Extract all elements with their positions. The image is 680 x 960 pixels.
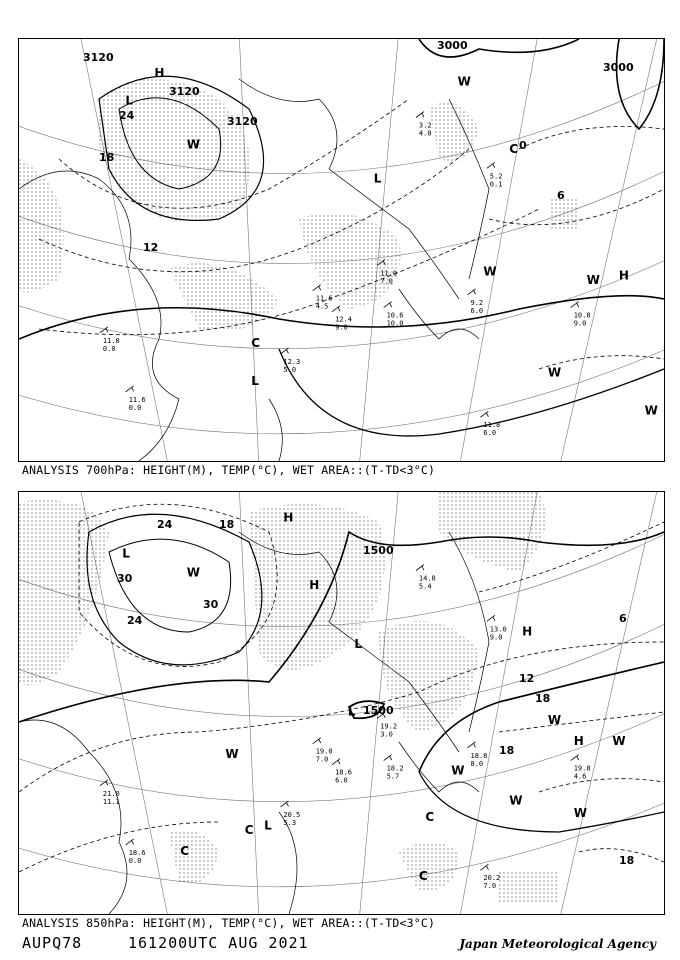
isotherm-label: 24 <box>119 109 135 122</box>
height-label: 1500 <box>363 704 394 717</box>
station-temperature: 19.8 <box>573 764 591 773</box>
station-plot <box>571 302 591 328</box>
low-pressure-marker: L <box>354 637 363 652</box>
warm-center-marker: W <box>644 403 658 418</box>
cold-center-marker: C <box>251 336 261 351</box>
wind-barb <box>571 755 579 761</box>
station-temperature: 11.0 <box>102 336 120 345</box>
cold-center-marker: C <box>509 141 519 156</box>
station-temperature: 18.6 <box>128 848 146 857</box>
station-dewpoint-depression: 6.0 <box>470 306 484 315</box>
station-temperature: 13.0 <box>489 625 507 634</box>
isotherm-label: 30 <box>117 572 133 585</box>
station-temperature: 11.8 <box>483 421 501 430</box>
station-plot <box>487 162 503 188</box>
station-dewpoint-depression: 7.0 <box>315 755 329 764</box>
station-dewpoint-depression: 0.0 <box>128 856 142 865</box>
wind-barb <box>126 386 134 392</box>
station-temperature: 3.2 <box>418 121 432 130</box>
station-plot <box>480 864 500 890</box>
chart-700hpa <box>18 38 665 462</box>
wind-barb <box>313 285 321 291</box>
height-label: 3000 <box>437 39 468 52</box>
warm-center-marker: W <box>547 365 562 380</box>
high-pressure-marker: H <box>618 268 629 283</box>
isotherm-label: 12 <box>519 672 535 685</box>
wind-barb <box>126 839 134 845</box>
station-plot <box>313 738 333 764</box>
isotherm-label: 18 <box>99 151 115 164</box>
isotherm-label: 18 <box>219 518 235 531</box>
isotherm-label: 18 <box>619 854 635 867</box>
wind-barb <box>100 780 108 786</box>
station-dewpoint-depression: 11.1 <box>102 797 120 806</box>
station-dewpoint-depression: 3.0 <box>380 730 393 739</box>
station-temperature: 10.8 <box>573 311 591 320</box>
station-temperature: 12.3 <box>283 357 301 366</box>
low-pressure-marker: L <box>125 93 134 108</box>
station-dewpoint-depression: 8.0 <box>470 759 484 768</box>
station-temperature: 18.6 <box>335 768 352 777</box>
station-dewpoint-depression: 0.1 <box>489 180 503 189</box>
low-pressure-marker: L <box>373 171 382 186</box>
station-plot <box>416 565 436 591</box>
isotherm-label: 24 <box>127 614 143 627</box>
wind-barb <box>100 327 108 333</box>
station-temperature: 14.8 <box>418 574 436 583</box>
wind-barb <box>384 755 392 761</box>
product-code: AUPQ78 <box>22 934 83 952</box>
high-pressure-marker: H <box>154 66 165 80</box>
station-plot <box>480 411 500 437</box>
height-label: 3000 <box>603 61 634 74</box>
low-pressure-marker: L <box>122 546 130 561</box>
cold-center-marker: C <box>418 869 428 884</box>
cold-center-marker: C <box>180 843 190 858</box>
wind-barb <box>487 162 495 168</box>
station-temperature: 5.2 <box>489 172 503 181</box>
station-temperature: 21.0 <box>102 789 120 798</box>
valid-time: 161200UTC AUG 2021 <box>128 934 309 952</box>
height-label: 3120 <box>227 115 258 128</box>
isotherm-label: 6 <box>557 189 565 202</box>
high-pressure-marker: H <box>283 510 294 525</box>
warm-center-marker: W <box>586 272 600 287</box>
warm-center-marker: W <box>483 264 497 279</box>
wind-barb <box>468 289 476 295</box>
warm-center-marker: W <box>509 793 523 808</box>
wind-barb <box>480 411 488 417</box>
isotherm-label: 18 <box>499 744 515 757</box>
warm-center-marker: W <box>186 137 200 152</box>
station-temperature: 18.8 <box>470 751 488 760</box>
station-plot <box>468 742 488 768</box>
height-label: 3120 <box>169 85 200 98</box>
station-dewpoint-depression: 0.0 <box>128 403 142 412</box>
map-700hpa <box>19 39 664 461</box>
agency-credit: Japan Meteorological Agency <box>459 937 656 951</box>
station-dewpoint-depression: 5.3 <box>283 818 297 827</box>
station-temperature: 11.6 <box>128 395 146 404</box>
station-plot <box>332 306 352 332</box>
station-plot <box>126 839 146 865</box>
station-temperature: 11.0 <box>380 269 398 278</box>
caption-850hpa: ANALYSIS 850hPa: HEIGHT(M), TEMP(°C), WET AREA::(T-TD<3°C) <box>22 916 436 930</box>
station-plot <box>280 348 300 374</box>
low-pressure-marker: L <box>264 818 272 833</box>
wet-areas <box>19 492 562 902</box>
warm-center-marker: W <box>573 805 587 820</box>
station-dewpoint-depression: 6.0 <box>335 776 348 785</box>
isotherm-label: 6 <box>619 612 627 625</box>
warm-center-marker: W <box>547 713 562 728</box>
station-plot <box>100 780 120 806</box>
chart-850hpa <box>18 491 665 915</box>
caption-700hpa: ANALYSIS 700hPa: HEIGHT(M), TEMP(°C), WET AREA::(T-TD<3°C) <box>22 463 436 477</box>
station-dewpoint-depression: 6.0 <box>483 429 497 438</box>
station-dewpoint-depression: 4.5 <box>315 302 329 311</box>
station-plot <box>384 302 404 328</box>
station-temperature: 20.5 <box>283 810 301 819</box>
high-pressure-marker: H <box>309 578 320 593</box>
isotherm-label: 12 <box>143 241 159 254</box>
wind-barb <box>332 759 340 765</box>
high-pressure-marker: H <box>522 624 533 639</box>
station-temperature: 12.4 <box>335 315 352 324</box>
station-plot <box>384 755 404 781</box>
wet-areas <box>19 79 579 331</box>
station-temperature: 11.6 <box>315 294 333 303</box>
warm-center-marker: W <box>225 746 239 761</box>
wind-barb <box>416 112 424 118</box>
station-dewpoint-depression: 4.0 <box>418 129 432 138</box>
station-dewpoint-depression: 9.0 <box>335 323 348 332</box>
low-pressure-marker: L <box>347 704 356 719</box>
station-dewpoint-depression: 7.0 <box>483 882 497 891</box>
station-dewpoint-depression: 7.0 <box>380 277 393 286</box>
station-dewpoint-depression: 4.6 <box>573 772 587 781</box>
warm-center-marker: W <box>457 74 471 89</box>
height-label: 3120 <box>83 51 114 64</box>
high-pressure-marker: H <box>573 734 584 749</box>
map-850hpa <box>19 492 664 914</box>
station-dewpoint-depression: 10.0 <box>386 319 404 328</box>
isotherm-label: 18 <box>535 692 551 705</box>
wind-barb <box>571 302 579 308</box>
station-dewpoint-depression: 5.4 <box>418 582 432 591</box>
station-temperature: 9.2 <box>470 298 484 307</box>
height-label: 1500 <box>363 544 394 557</box>
wind-barb <box>313 738 321 744</box>
station-dewpoint-depression: 5.7 <box>386 772 400 781</box>
wind-barb <box>480 864 488 870</box>
station-temperature: 20.2 <box>483 874 501 883</box>
isotherm-label: 30 <box>203 598 219 611</box>
station-dewpoint-depression: 0.0 <box>102 344 116 353</box>
station-plot <box>126 386 146 412</box>
wind-barb <box>384 302 392 308</box>
warm-center-marker: W <box>186 565 200 580</box>
station-plot <box>332 759 352 785</box>
station-dewpoint-depression: 9.0 <box>489 633 503 642</box>
station-temperature: 19.0 <box>315 747 333 756</box>
low-pressure-marker: L <box>251 374 259 388</box>
station-temperature: 10.6 <box>386 311 404 320</box>
station-plot <box>571 755 591 781</box>
station-plot <box>416 112 432 138</box>
station-plot <box>487 615 507 641</box>
wind-barb <box>416 565 424 571</box>
station-dewpoint-depression: 5.0 <box>283 365 297 374</box>
cold-center-marker: C <box>425 810 435 825</box>
station-plot <box>468 289 484 315</box>
warm-center-marker: W <box>612 734 626 749</box>
wind-barb <box>487 615 495 621</box>
warm-center-marker: W <box>451 763 465 778</box>
wind-barb <box>468 742 476 748</box>
station-plot <box>100 327 120 353</box>
station-plot <box>280 801 300 827</box>
wind-barb <box>332 306 340 312</box>
station-temperature: 18.2 <box>386 764 404 773</box>
isotherm-label: 24 <box>157 518 173 531</box>
isotherm-label: 0 <box>519 139 527 152</box>
station-temperature: 19.2 <box>380 722 398 731</box>
station-dewpoint-depression: 9.0 <box>573 319 587 328</box>
cold-center-marker: C <box>244 822 254 837</box>
